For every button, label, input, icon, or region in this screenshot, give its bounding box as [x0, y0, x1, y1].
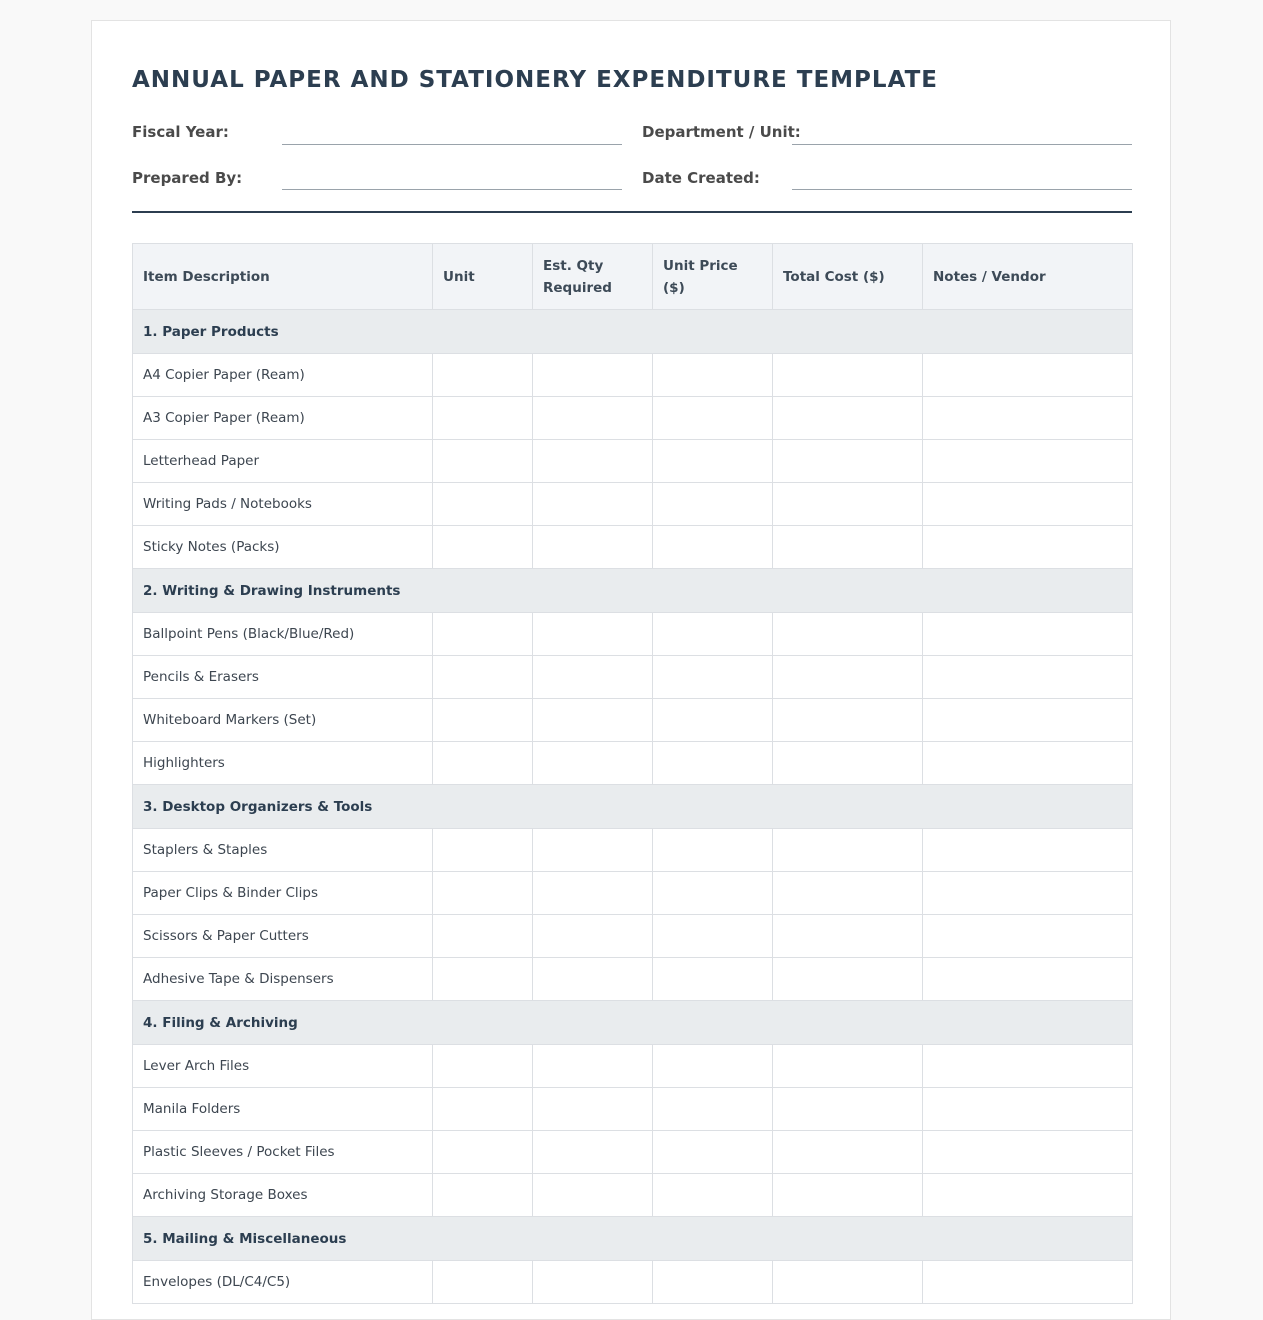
unit-cell[interactable] — [433, 872, 533, 915]
table-row — [133, 742, 1133, 785]
total-cost-cell[interactable] — [773, 1174, 923, 1217]
total-cost-cell[interactable] — [773, 613, 923, 656]
unit-cell[interactable] — [433, 699, 533, 742]
notes-vendor-cell[interactable] — [923, 1174, 1133, 1217]
section-row — [133, 785, 1133, 829]
unit-price-cell[interactable] — [653, 872, 773, 915]
column-header-unit: Unit — [433, 244, 533, 310]
table-row — [133, 440, 1133, 483]
total-cost-cell[interactable] — [773, 699, 923, 742]
unit-price-cell[interactable] — [653, 656, 773, 699]
est-qty-cell[interactable] — [533, 1088, 653, 1131]
notes-vendor-cell[interactable] — [923, 915, 1133, 958]
total-cost-cell[interactable] — [773, 397, 923, 440]
unit-price-cell[interactable] — [653, 526, 773, 569]
total-cost-cell[interactable] — [773, 958, 923, 1001]
unit-price-cell[interactable] — [653, 1261, 773, 1304]
template-page — [91, 20, 1171, 1320]
total-cost-cell[interactable] — [773, 656, 923, 699]
unit-cell[interactable] — [433, 397, 533, 440]
est-qty-cell[interactable] — [533, 526, 653, 569]
unit-cell[interactable] — [433, 958, 533, 1001]
unit-price-cell[interactable] — [653, 1045, 773, 1088]
section-title: 4. Filing & Archiving — [133, 1001, 1133, 1045]
fiscal-year-label: Fiscal Year: — [132, 123, 229, 141]
item-description-cell: Whiteboard Markers (Set) — [133, 699, 433, 742]
est-qty-cell[interactable] — [533, 440, 653, 483]
est-qty-cell[interactable] — [533, 1174, 653, 1217]
item-description-cell: Envelopes (DL/C4/C5) — [133, 1261, 433, 1304]
item-description-cell: Writing Pads / Notebooks — [133, 483, 433, 526]
est-qty-cell[interactable] — [533, 872, 653, 915]
unit-price-cell[interactable] — [653, 1088, 773, 1131]
est-qty-cell[interactable] — [533, 1261, 653, 1304]
unit-price-cell[interactable] — [653, 613, 773, 656]
unit-price-cell[interactable] — [653, 829, 773, 872]
unit-cell[interactable] — [433, 1131, 533, 1174]
table-row — [133, 613, 1133, 656]
est-qty-cell[interactable] — [533, 483, 653, 526]
table-row — [133, 958, 1133, 1001]
total-cost-cell[interactable] — [773, 915, 923, 958]
unit-price-cell[interactable] — [653, 440, 773, 483]
table-row — [133, 397, 1133, 440]
unit-price-cell[interactable] — [653, 958, 773, 1001]
unit-cell[interactable] — [433, 742, 533, 785]
column-header-est-qty: Est. Qty Required — [533, 244, 653, 310]
item-description-cell: Pencils & Erasers — [133, 656, 433, 699]
total-cost-cell[interactable] — [773, 1261, 923, 1304]
total-cost-cell[interactable] — [773, 354, 923, 397]
table-header-row — [133, 244, 1133, 310]
total-cost-cell[interactable] — [773, 440, 923, 483]
item-description-cell: A4 Copier Paper (Ream) — [133, 354, 433, 397]
est-qty-cell[interactable] — [533, 915, 653, 958]
table-row — [133, 354, 1133, 397]
item-description-cell: Ballpoint Pens (Black/Blue/Red) — [133, 613, 433, 656]
section-title: 5. Mailing & Miscellaneous — [133, 1217, 1133, 1261]
table-row — [133, 829, 1133, 872]
unit-cell[interactable] — [433, 1174, 533, 1217]
column-header-unit-price: Unit Price ($) — [653, 244, 773, 310]
item-description-cell: A3 Copier Paper (Ream) — [133, 397, 433, 440]
expenditure-table — [132, 243, 1133, 1304]
unit-price-cell[interactable] — [653, 742, 773, 785]
section-row — [133, 569, 1133, 613]
section-row — [133, 1001, 1133, 1045]
unit-price-cell[interactable] — [653, 354, 773, 397]
est-qty-cell[interactable] — [533, 354, 653, 397]
item-description-cell: Highlighters — [133, 742, 433, 785]
department-label: Department / Unit: — [642, 123, 801, 141]
table-row — [133, 1045, 1133, 1088]
notes-vendor-cell[interactable] — [923, 483, 1133, 526]
table-row — [133, 526, 1133, 569]
total-cost-cell[interactable] — [773, 1088, 923, 1131]
unit-cell[interactable] — [433, 483, 533, 526]
section-row — [133, 310, 1133, 354]
department-field[interactable] — [792, 144, 1132, 145]
date-created-field[interactable] — [792, 189, 1132, 190]
est-qty-cell[interactable] — [533, 656, 653, 699]
table-row — [133, 872, 1133, 915]
notes-vendor-cell[interactable] — [923, 742, 1133, 785]
notes-vendor-cell[interactable] — [923, 354, 1133, 397]
notes-vendor-cell[interactable] — [923, 440, 1133, 483]
notes-vendor-cell[interactable] — [923, 1045, 1133, 1088]
unit-cell[interactable] — [433, 613, 533, 656]
column-header-total-cost: Total Cost ($) — [773, 244, 923, 310]
table-row — [133, 483, 1133, 526]
notes-vendor-cell[interactable] — [923, 1261, 1133, 1304]
est-qty-cell[interactable] — [533, 829, 653, 872]
est-qty-cell[interactable] — [533, 613, 653, 656]
table-row — [133, 699, 1133, 742]
unit-cell[interactable] — [433, 1088, 533, 1131]
total-cost-cell[interactable] — [773, 1045, 923, 1088]
unit-price-cell[interactable] — [653, 397, 773, 440]
est-qty-cell[interactable] — [533, 699, 653, 742]
unit-price-cell[interactable] — [653, 483, 773, 526]
table-body — [133, 310, 1133, 1304]
total-cost-cell[interactable] — [773, 526, 923, 569]
item-description-cell: Letterhead Paper — [133, 440, 433, 483]
section-title: 3. Desktop Organizers & Tools — [133, 785, 1133, 829]
unit-cell[interactable] — [433, 1045, 533, 1088]
notes-vendor-cell[interactable] — [923, 526, 1133, 569]
item-description-cell: Staplers & Staples — [133, 829, 433, 872]
est-qty-cell[interactable] — [533, 742, 653, 785]
unit-price-cell[interactable] — [653, 1131, 773, 1174]
section-title: 1. Paper Products — [133, 310, 1133, 354]
table-row — [133, 1088, 1133, 1131]
table-row — [133, 1174, 1133, 1217]
item-description-cell: Paper Clips & Binder Clips — [133, 872, 433, 915]
item-description-cell: Sticky Notes (Packs) — [133, 526, 433, 569]
est-qty-cell[interactable] — [533, 958, 653, 1001]
notes-vendor-cell[interactable] — [923, 656, 1133, 699]
notes-vendor-cell[interactable] — [923, 397, 1133, 440]
item-description-cell: Plastic Sleeves / Pocket Files — [133, 1131, 433, 1174]
unit-cell[interactable] — [433, 526, 533, 569]
table-row — [133, 915, 1133, 958]
notes-vendor-cell[interactable] — [923, 958, 1133, 1001]
total-cost-cell[interactable] — [773, 483, 923, 526]
notes-vendor-cell[interactable] — [923, 613, 1133, 656]
total-cost-cell[interactable] — [773, 1131, 923, 1174]
notes-vendor-cell[interactable] — [923, 1088, 1133, 1131]
total-cost-cell[interactable] — [773, 872, 923, 915]
notes-vendor-cell[interactable] — [923, 699, 1133, 742]
table-row — [133, 1261, 1133, 1304]
item-description-cell: Scissors & Paper Cutters — [133, 915, 433, 958]
unit-cell[interactable] — [433, 829, 533, 872]
page-title: ANNUAL PAPER AND STATIONERY EXPENDITURE TEMPLATE — [132, 67, 938, 93]
table-row — [133, 1131, 1133, 1174]
header-divider — [132, 211, 1132, 213]
column-header-notes-vendor: Notes / Vendor — [923, 244, 1133, 310]
prepared-by-field[interactable] — [282, 189, 622, 190]
notes-vendor-cell[interactable] — [923, 872, 1133, 915]
unit-cell[interactable] — [433, 440, 533, 483]
est-qty-cell[interactable] — [533, 1131, 653, 1174]
total-cost-cell[interactable] — [773, 742, 923, 785]
total-cost-cell[interactable] — [773, 829, 923, 872]
est-qty-cell[interactable] — [533, 397, 653, 440]
date-created-label: Date Created: — [642, 169, 760, 187]
unit-cell[interactable] — [433, 354, 533, 397]
unit-cell[interactable] — [433, 915, 533, 958]
item-description-cell: Manila Folders — [133, 1088, 433, 1131]
notes-vendor-cell[interactable] — [923, 1131, 1133, 1174]
item-description-cell: Lever Arch Files — [133, 1045, 433, 1088]
unit-cell[interactable] — [433, 1261, 533, 1304]
section-row — [133, 1217, 1133, 1261]
unit-price-cell[interactable] — [653, 915, 773, 958]
unit-cell[interactable] — [433, 656, 533, 699]
section-title: 2. Writing & Drawing Instruments — [133, 569, 1133, 613]
unit-price-cell[interactable] — [653, 699, 773, 742]
column-header-item-description: Item Description — [133, 244, 433, 310]
notes-vendor-cell[interactable] — [923, 829, 1133, 872]
item-description-cell: Adhesive Tape & Dispensers — [133, 958, 433, 1001]
item-description-cell: Archiving Storage Boxes — [133, 1174, 433, 1217]
table-row — [133, 656, 1133, 699]
prepared-by-label: Prepared By: — [132, 169, 243, 187]
fiscal-year-field[interactable] — [282, 144, 622, 145]
unit-price-cell[interactable] — [653, 1174, 773, 1217]
est-qty-cell[interactable] — [533, 1045, 653, 1088]
